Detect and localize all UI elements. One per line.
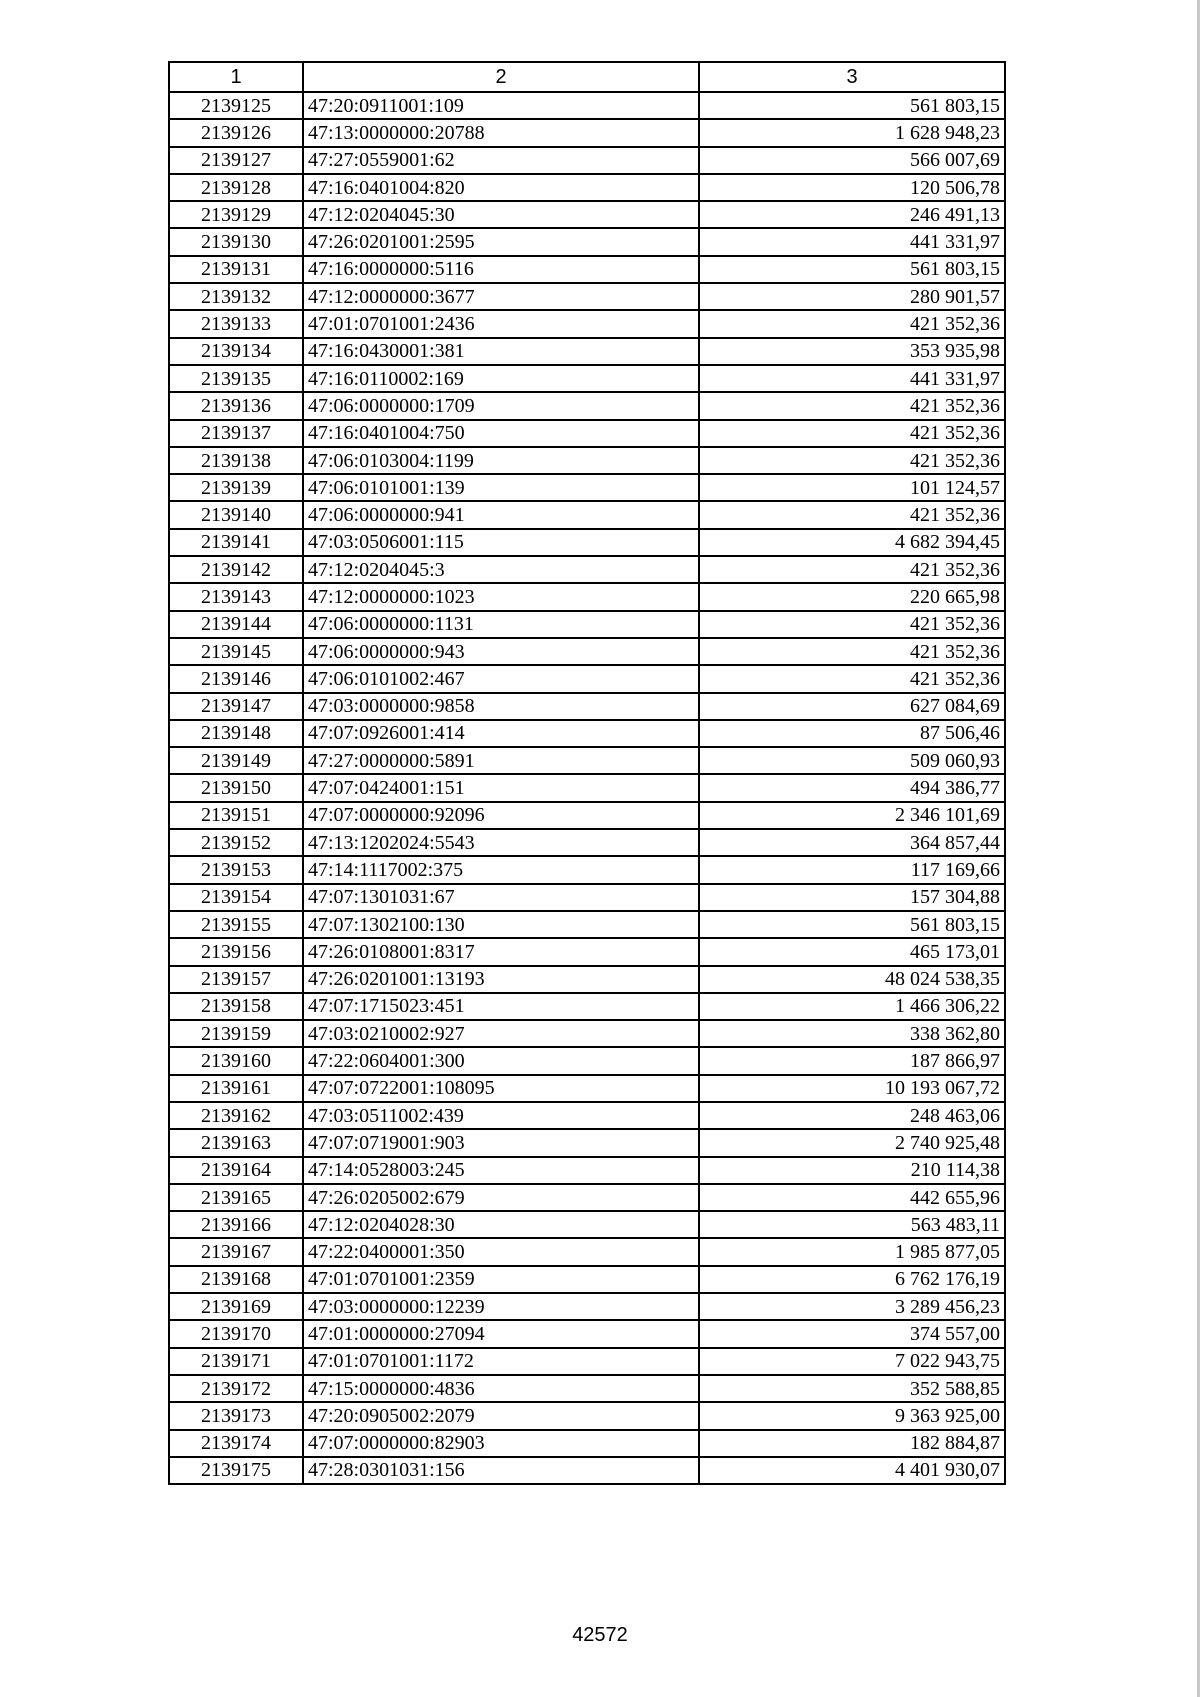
row-number-cell: 2139156 (169, 938, 303, 965)
cadastral-number-cell: 47:03:0506001:115 (303, 529, 699, 556)
value-cell: 509 060,93 (699, 747, 1005, 774)
cadastral-number-cell: 47:07:0722001:108095 (303, 1075, 699, 1102)
cadastral-number-cell: 47:13:0000000:20788 (303, 119, 699, 146)
table-row (169, 966, 1005, 993)
table-row (169, 201, 1005, 228)
column-header-1: 1 (169, 62, 303, 92)
table-row (169, 1266, 1005, 1293)
value-cell: 187 866,97 (699, 1047, 1005, 1074)
cadastral-number-cell: 47:07:0424001:151 (303, 774, 699, 801)
row-number-cell: 2139163 (169, 1129, 303, 1156)
cadastral-number-cell: 47:28:0301031:156 (303, 1457, 699, 1484)
row-number-cell: 2139152 (169, 829, 303, 856)
row-number-cell: 2139175 (169, 1457, 303, 1484)
row-number-cell: 2139135 (169, 365, 303, 392)
row-number-cell: 2139125 (169, 92, 303, 119)
row-number-cell: 2139151 (169, 802, 303, 829)
cadastral-number-cell: 47:16:0401004:820 (303, 174, 699, 201)
cadastral-number-cell: 47:13:1202024:5543 (303, 829, 699, 856)
table-row (169, 774, 1005, 801)
cadastral-number-cell: 47:07:0926001:414 (303, 720, 699, 747)
value-cell: 421 352,36 (699, 501, 1005, 528)
cadastral-number-cell: 47:07:0000000:82903 (303, 1430, 699, 1457)
row-number-cell: 2139154 (169, 884, 303, 911)
cadastral-number-cell: 47:06:0000000:1131 (303, 611, 699, 638)
cadastral-number-cell: 47:07:1302100:130 (303, 911, 699, 938)
row-number-cell: 2139158 (169, 993, 303, 1020)
table-row (169, 1402, 1005, 1429)
row-number-cell: 2139153 (169, 856, 303, 883)
value-cell: 3 289 456,23 (699, 1293, 1005, 1320)
table-row (169, 338, 1005, 365)
table-row (169, 501, 1005, 528)
cadastral-number-cell: 47:03:0511002:439 (303, 1102, 699, 1129)
value-cell: 421 352,36 (699, 392, 1005, 419)
value-cell: 421 352,36 (699, 665, 1005, 692)
cadastral-number-cell: 47:12:0000000:3677 (303, 283, 699, 310)
value-cell: 561 803,15 (699, 92, 1005, 119)
row-number-cell: 2139162 (169, 1102, 303, 1129)
value-cell: 465 173,01 (699, 938, 1005, 965)
value-cell: 48 024 538,35 (699, 966, 1005, 993)
cadastral-number-cell: 47:07:1301031:67 (303, 884, 699, 911)
row-number-cell: 2139149 (169, 747, 303, 774)
table-row (169, 1047, 1005, 1074)
cadastral-number-cell: 47:16:0430001:381 (303, 338, 699, 365)
table-row (169, 747, 1005, 774)
row-number-cell: 2139137 (169, 420, 303, 447)
row-number-cell: 2139132 (169, 283, 303, 310)
row-number-cell: 2139129 (169, 201, 303, 228)
row-number-cell: 2139126 (169, 119, 303, 146)
value-cell: 182 884,87 (699, 1430, 1005, 1457)
value-cell: 4 682 394,45 (699, 529, 1005, 556)
table-header (169, 62, 1005, 92)
cadastral-number-cell: 47:14:0528003:245 (303, 1157, 699, 1184)
value-cell: 87 506,46 (699, 720, 1005, 747)
row-number-cell: 2139157 (169, 966, 303, 993)
row-number-cell: 2139169 (169, 1293, 303, 1320)
value-cell: 421 352,36 (699, 447, 1005, 474)
row-number-cell: 2139173 (169, 1402, 303, 1429)
table-row (169, 583, 1005, 610)
row-number-cell: 2139148 (169, 720, 303, 747)
table-row (169, 1211, 1005, 1238)
table-row (169, 638, 1005, 665)
column-header-2: 2 (303, 62, 699, 92)
cadastral-number-cell: 47:01:0701001:2436 (303, 310, 699, 337)
value-cell: 7 022 943,75 (699, 1348, 1005, 1375)
cadastral-number-cell: 47:07:0719001:903 (303, 1129, 699, 1156)
table-row (169, 228, 1005, 255)
table-row (169, 420, 1005, 447)
table-row (169, 802, 1005, 829)
page-number: 42572 (572, 1624, 628, 1646)
value-cell: 353 935,98 (699, 338, 1005, 365)
cadastral-number-cell: 47:01:0000000:27094 (303, 1320, 699, 1347)
table-row (169, 119, 1005, 146)
cadastral-number-cell: 47:06:0101001:139 (303, 474, 699, 501)
row-number-cell: 2139161 (169, 1075, 303, 1102)
value-cell: 10 193 067,72 (699, 1075, 1005, 1102)
cadastral-number-cell: 47:16:0110002:169 (303, 365, 699, 392)
row-number-cell: 2139139 (169, 474, 303, 501)
cadastral-number-cell: 47:27:0559001:62 (303, 147, 699, 174)
cadastral-number-cell: 47:26:0201001:2595 (303, 228, 699, 255)
value-cell: 4 401 930,07 (699, 1457, 1005, 1484)
row-number-cell: 2139147 (169, 693, 303, 720)
column-header-3: 3 (699, 62, 1005, 92)
table-row (169, 720, 1005, 747)
cadastral-number-cell: 47:15:0000000:4836 (303, 1375, 699, 1402)
table-row (169, 147, 1005, 174)
row-number-cell: 2139159 (169, 1020, 303, 1047)
cadastral-number-cell: 47:27:0000000:5891 (303, 747, 699, 774)
cadastral-number-cell: 47:07:0000000:92096 (303, 802, 699, 829)
header-row (169, 62, 1005, 92)
cadastral-number-cell: 47:01:0701001:2359 (303, 1266, 699, 1293)
table-row (169, 256, 1005, 283)
cadastral-number-cell: 47:07:1715023:451 (303, 993, 699, 1020)
value-cell: 421 352,36 (699, 420, 1005, 447)
value-cell: 6 762 176,19 (699, 1266, 1005, 1293)
value-cell: 248 463,06 (699, 1102, 1005, 1129)
value-cell: 441 331,97 (699, 228, 1005, 255)
table-row (169, 993, 1005, 1020)
cadastral-number-cell: 47:16:0401004:750 (303, 420, 699, 447)
value-cell: 421 352,36 (699, 611, 1005, 638)
table-row (169, 1102, 1005, 1129)
table-body (169, 92, 1005, 1484)
row-number-cell: 2139167 (169, 1238, 303, 1265)
value-cell: 352 588,85 (699, 1375, 1005, 1402)
table-row (169, 365, 1005, 392)
value-cell: 246 491,13 (699, 201, 1005, 228)
table-row (169, 1020, 1005, 1047)
table-row (169, 174, 1005, 201)
value-cell: 421 352,36 (699, 638, 1005, 665)
row-number-cell: 2139164 (169, 1157, 303, 1184)
row-number-cell: 2139136 (169, 392, 303, 419)
cadastral-number-cell: 47:26:0201001:13193 (303, 966, 699, 993)
cadastral-number-cell: 47:16:0000000:5116 (303, 256, 699, 283)
table-row (169, 1075, 1005, 1102)
table-row (169, 1348, 1005, 1375)
cadastral-number-cell: 47:12:0204045:3 (303, 556, 699, 583)
cadastral-number-cell: 47:12:0204045:30 (303, 201, 699, 228)
value-cell: 280 901,57 (699, 283, 1005, 310)
value-cell: 220 665,98 (699, 583, 1005, 610)
table-row (169, 611, 1005, 638)
row-number-cell: 2139133 (169, 310, 303, 337)
row-number-cell: 2139145 (169, 638, 303, 665)
row-number-cell: 2139130 (169, 228, 303, 255)
cadastral-number-cell: 47:06:0103004:1199 (303, 447, 699, 474)
value-cell: 566 007,69 (699, 147, 1005, 174)
row-number-cell: 2139171 (169, 1348, 303, 1375)
table-row (169, 1375, 1005, 1402)
cadastral-number-cell: 47:06:0000000:941 (303, 501, 699, 528)
cadastral-number-cell: 47:01:0701001:1172 (303, 1348, 699, 1375)
value-cell: 374 557,00 (699, 1320, 1005, 1347)
value-cell: 120 506,78 (699, 174, 1005, 201)
table-row (169, 693, 1005, 720)
cadastral-number-cell: 47:06:0000000:1709 (303, 392, 699, 419)
cadastral-number-cell: 47:06:0000000:943 (303, 638, 699, 665)
row-number-cell: 2139141 (169, 529, 303, 556)
table-row (169, 1293, 1005, 1320)
value-cell: 2 740 925,48 (699, 1129, 1005, 1156)
value-cell: 157 304,88 (699, 884, 1005, 911)
table-row (169, 938, 1005, 965)
cadastral-number-cell: 47:14:1117002:375 (303, 856, 699, 883)
value-cell: 9 363 925,00 (699, 1402, 1005, 1429)
row-number-cell: 2139155 (169, 911, 303, 938)
cadastral-number-cell: 47:26:0108001:8317 (303, 938, 699, 965)
row-number-cell: 2139174 (169, 1430, 303, 1457)
table-row (169, 884, 1005, 911)
cadastral-number-cell: 47:22:0400001:350 (303, 1238, 699, 1265)
value-cell: 441 331,97 (699, 365, 1005, 392)
value-cell: 101 124,57 (699, 474, 1005, 501)
row-number-cell: 2139138 (169, 447, 303, 474)
table-row (169, 1157, 1005, 1184)
row-number-cell: 2139143 (169, 583, 303, 610)
table-row (169, 392, 1005, 419)
table-row (169, 1184, 1005, 1211)
value-cell: 421 352,36 (699, 310, 1005, 337)
table-row (169, 1129, 1005, 1156)
cadastral-number-cell: 47:03:0000000:9858 (303, 693, 699, 720)
cadastral-number-cell: 47:03:0210002:927 (303, 1020, 699, 1047)
table-row (169, 829, 1005, 856)
value-cell: 494 386,77 (699, 774, 1005, 801)
table-row (169, 1430, 1005, 1457)
cadastral-number-cell: 47:22:0604001:300 (303, 1047, 699, 1074)
row-number-cell: 2139165 (169, 1184, 303, 1211)
table-row (169, 1238, 1005, 1265)
row-number-cell: 2139170 (169, 1320, 303, 1347)
cadastral-number-cell: 47:12:0000000:1023 (303, 583, 699, 610)
value-cell: 627 084,69 (699, 693, 1005, 720)
cadastral-number-cell: 47:20:0905002:2079 (303, 1402, 699, 1429)
row-number-cell: 2139144 (169, 611, 303, 638)
value-cell: 561 803,15 (699, 256, 1005, 283)
value-cell: 1 466 306,22 (699, 993, 1005, 1020)
row-number-cell: 2139128 (169, 174, 303, 201)
table-row (169, 283, 1005, 310)
cadastral-number-cell: 47:12:0204028:30 (303, 1211, 699, 1238)
table-row (169, 92, 1005, 119)
value-cell: 442 655,96 (699, 1184, 1005, 1211)
value-cell: 338 362,80 (699, 1020, 1005, 1047)
table-row (169, 556, 1005, 583)
value-cell: 1 985 877,05 (699, 1238, 1005, 1265)
cadastral-number-cell: 47:06:0101002:467 (303, 665, 699, 692)
row-number-cell: 2139150 (169, 774, 303, 801)
value-cell: 563 483,11 (699, 1211, 1005, 1238)
table-row (169, 856, 1005, 883)
value-cell: 117 169,66 (699, 856, 1005, 883)
cadastral-number-cell: 47:03:0000000:12239 (303, 1293, 699, 1320)
row-number-cell: 2139127 (169, 147, 303, 174)
value-cell: 364 857,44 (699, 829, 1005, 856)
table-row (169, 474, 1005, 501)
row-number-cell: 2139134 (169, 338, 303, 365)
row-number-cell: 2139146 (169, 665, 303, 692)
table-row (169, 1457, 1005, 1484)
table-row (169, 447, 1005, 474)
table-row (169, 911, 1005, 938)
table-row (169, 310, 1005, 337)
row-number-cell: 2139140 (169, 501, 303, 528)
row-number-cell: 2139142 (169, 556, 303, 583)
row-number-cell: 2139168 (169, 1266, 303, 1293)
row-number-cell: 2139160 (169, 1047, 303, 1074)
table-row (169, 529, 1005, 556)
value-cell: 2 346 101,69 (699, 802, 1005, 829)
value-cell: 1 628 948,23 (699, 119, 1005, 146)
value-cell: 561 803,15 (699, 911, 1005, 938)
table-row (169, 665, 1005, 692)
table-row (169, 1320, 1005, 1347)
row-number-cell: 2139131 (169, 256, 303, 283)
value-cell: 210 114,38 (699, 1157, 1005, 1184)
cadastral-number-cell: 47:20:0911001:109 (303, 92, 699, 119)
data-table (168, 61, 1006, 1485)
row-number-cell: 2139172 (169, 1375, 303, 1402)
row-number-cell: 2139166 (169, 1211, 303, 1238)
cadastral-number-cell: 47:26:0205002:679 (303, 1184, 699, 1211)
value-cell: 421 352,36 (699, 556, 1005, 583)
